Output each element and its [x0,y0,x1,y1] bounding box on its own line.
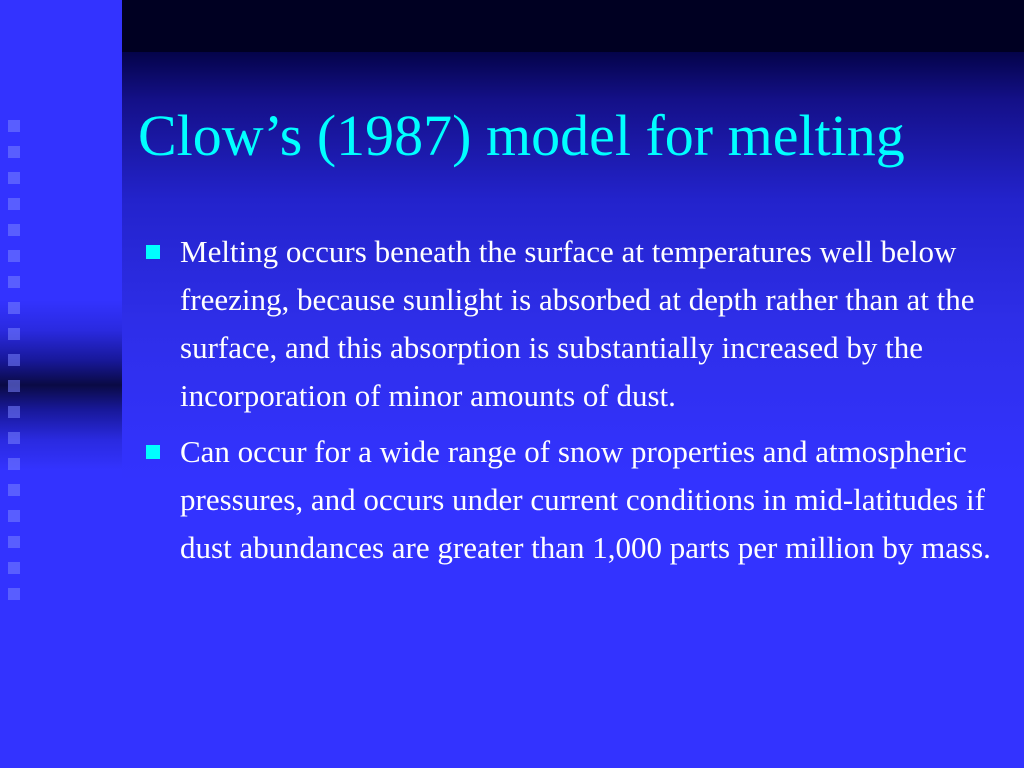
decorative-square [8,328,20,340]
decorative-square [8,354,20,366]
decorative-square [8,198,20,210]
slide-title: Clow’s (1987) model for melting [138,103,905,168]
decorative-square [8,406,20,418]
decorative-square [8,432,20,444]
decorative-square [8,380,20,392]
decorative-squares [8,120,28,614]
decorative-square [8,224,20,236]
decorative-square [8,120,20,132]
decorative-square [8,588,20,600]
square-bullet-icon [146,245,160,259]
decorative-square [8,484,20,496]
top-decorative-band [122,0,1024,52]
decorative-square [8,172,20,184]
left-decorative-panel [0,0,122,768]
decorative-square [8,510,20,522]
decorative-square [8,302,20,314]
bullet-text: Can occur for a wide range of snow properties and atmospheric pressures, and occurs under current conditions in mid-latitudes if dust abundances are greater than 1,000 parts per million by mass. [180,434,991,565]
bullet-item [140,428,1000,572]
bullet-list [140,228,1000,580]
bullet-item [140,228,1000,420]
decorative-square [8,458,20,470]
square-bullet-icon [146,445,160,459]
decorative-square [8,536,20,548]
decorative-square [8,250,20,262]
decorative-square [8,146,20,158]
decorative-square [8,276,20,288]
bullet-text: Melting occurs beneath the surface at temperatures well below freezing, because sunlight is absorbed at depth rather than at the surface, and this absorption is substantially increased by the incorporation of minor amounts of dust. [180,234,975,413]
decorative-square [8,562,20,574]
